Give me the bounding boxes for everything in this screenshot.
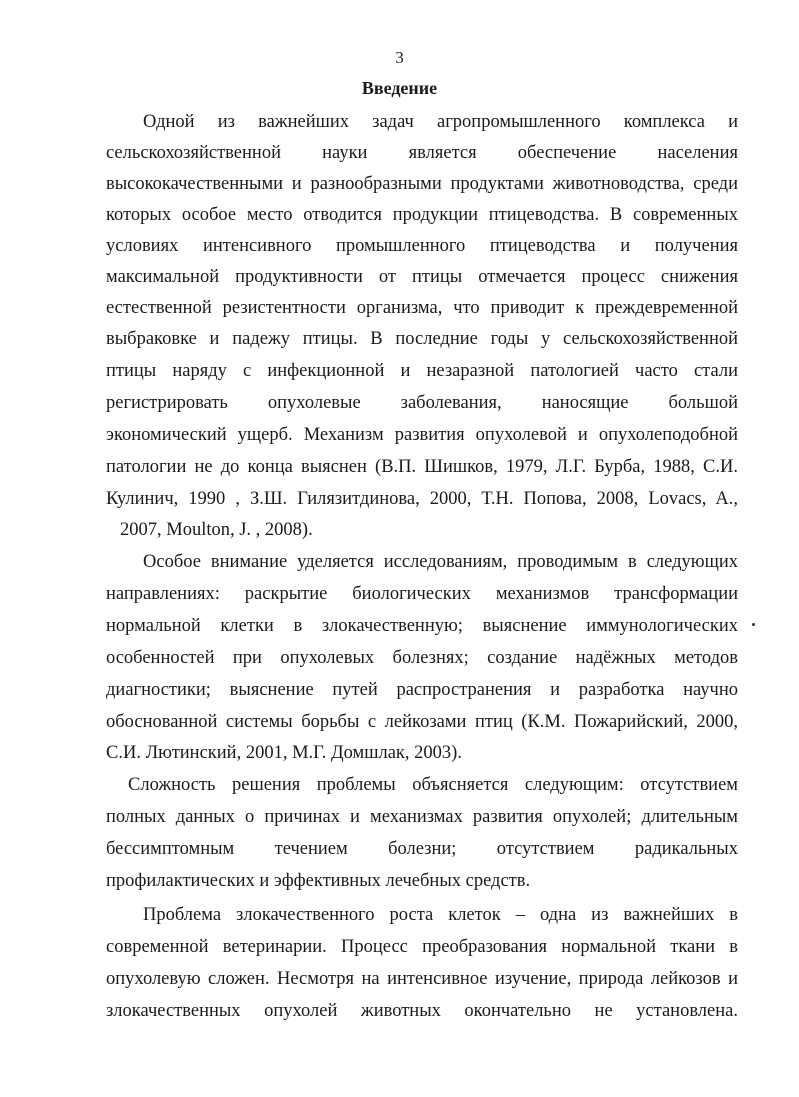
text-line: диагностики; выяснение путей распространения и разработка научно [106,680,738,700]
text-line: условиях интенсивного промышленного птицеводства и получения [106,236,738,256]
text-line: максимальной продуктивности от птицы отмечается процесс снижения [106,267,738,287]
text-line: Одной из важнейших задач агропромышленного комплекса и [143,112,738,132]
text-line: Кулинич, 1990 , З.Ш. Гилязитдинова, 2000, Т.Н. Попова, 2008, Lovacs, A., [106,489,738,509]
text-line: особенностей при опухолевых болезнях; создание надёжных методов [106,648,738,668]
text-line: регистрировать опухолевые заболевания, наносящие большой [106,393,738,413]
text-line: 2007, Moulton, J. , 2008). [120,520,313,540]
section-heading: Введение [361,78,438,98]
text-line: профилактических и эффективных лечебных средств. [106,871,531,891]
text-line: экономический ущерб. Механизм развития опухолевой и опухолеподобной [106,425,738,445]
text-line: С.И. Лютинский, 2001, М.Г. Домшлак, 2003). [106,743,462,763]
text-line: нормальной клетки в злокачественную; выяснение иммунологических [106,616,738,636]
text-line: выбраковке и падежу птицы. В последние годы у сельскохозяйственной [106,329,738,349]
page-number: 3 [395,48,404,67]
scan-speck [752,623,755,626]
text-line: обоснованной системы борьбы с лейкозами птиц (К.М. Пожарийский, 2000, [106,712,738,732]
text-line: птицы наряду с инфекционной и незаразной патологией часто стали [106,361,738,381]
text-line: опухолевую сложен. Несмотря на интенсивное изучение, природа лейкозов и [106,969,738,989]
text-line: полных данных о причинах и механизмах развития опухолей; длительным [106,807,738,827]
text-line: высококачественными и разнообразными продуктами животноводства, среди [106,174,738,194]
text-line: Особое внимание уделяется исследованиям, проводимым в следующих [143,552,738,572]
text-line: сельскохозяйственной науки является обеспечение населения [106,143,738,163]
text-line: патологии не до конца выяснен (В.П. Шишков, 1979, Л.Г. Бурба, 1988, С.И. [106,457,738,477]
text-line: направлениях: раскрытие биологических механизмов трансформации [106,584,738,604]
text-line: Проблема злокачественного роста клеток – одна из важнейших в [143,905,738,925]
text-line: злокачественных опухолей животных окончательно не установлена. [106,1001,738,1021]
text-line: бессимптомным течением болезни; отсутствием радикальных [106,839,738,859]
text-line: Сложность решения проблемы объясняется следующим: отсутствием [128,775,738,795]
text-line: которых особое место отводится продукции птицеводства. В современных [106,205,738,225]
text-line: современной ветеринарии. Процесс преобразования нормальной ткани в [106,937,738,957]
text-line: естественной резистентности организма, что приводит к преждевременной [106,298,738,318]
